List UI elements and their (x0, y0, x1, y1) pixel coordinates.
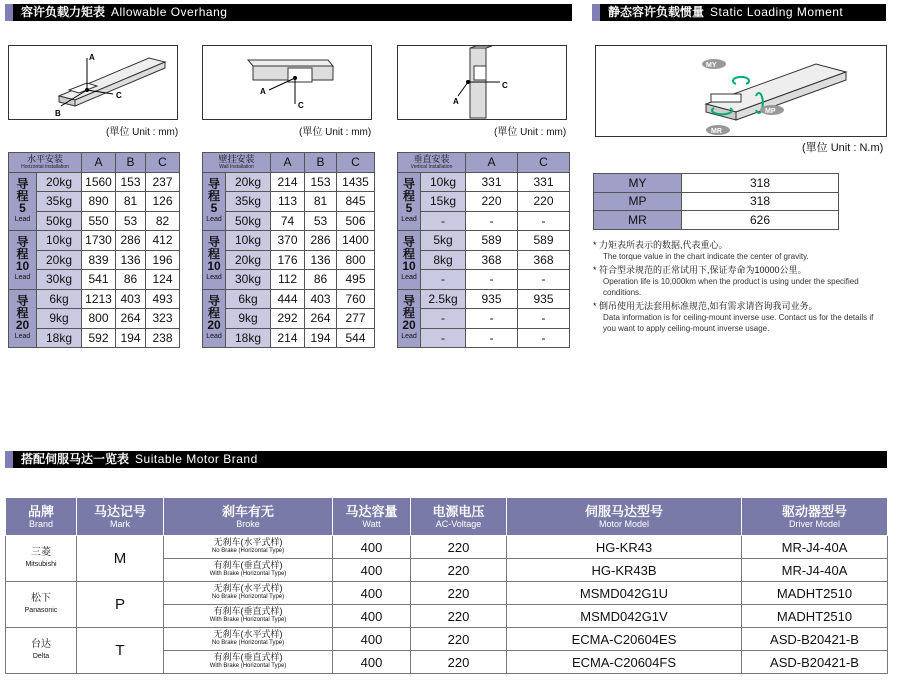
value-cell: 136 (305, 250, 337, 270)
svg-text:C: C (116, 91, 122, 100)
header-en: AC-Voltage (435, 518, 482, 529)
value-cell: 1560 (82, 172, 116, 192)
value-cell: 1400 (337, 231, 375, 251)
table-row (9, 231, 180, 251)
load-cell: - (421, 211, 466, 231)
value-cell: 113 (271, 192, 305, 212)
table-row (203, 328, 375, 348)
value-cell: 370 (271, 231, 305, 251)
value-cell: 935 (518, 289, 570, 309)
value-cell: 86 (116, 270, 146, 290)
table-row (203, 270, 375, 290)
lead-number: 20 (207, 317, 221, 332)
value-cell: 589 (466, 231, 518, 251)
column-header (164, 498, 333, 536)
moment-row (594, 192, 839, 211)
model-cell: ECMA-C20604FS (507, 651, 742, 674)
note-zh (593, 301, 883, 312)
header-en: Brand (28, 518, 54, 529)
value-cell: 53 (305, 211, 337, 231)
brake-zh: 有刹车(垂直式样) (213, 606, 283, 616)
moment-row (594, 211, 839, 230)
moment-diagram (595, 45, 887, 137)
value-cell: 323 (146, 309, 180, 329)
lead-group-label (9, 231, 37, 290)
load-cell: 8kg (421, 250, 466, 270)
brake-zh: 无刹车(水平式样) (213, 629, 283, 639)
note-zh-text: 倒吊使用无法套用标准规范,如有需求请咨询我司业务。 (599, 301, 818, 311)
load-cell: 20kg (226, 250, 271, 270)
load-cell: 10kg (421, 172, 466, 192)
asterisk-icon: * (593, 265, 600, 275)
value-cell: - (466, 211, 518, 231)
model-cell: HG-KR43 (507, 536, 742, 559)
brake-cell (164, 605, 333, 628)
lead-zh: 导 程 (402, 235, 415, 262)
value-cell: 935 (466, 289, 518, 309)
lead-zh: 导 程 (207, 235, 220, 262)
lead-zh: 导 程 (16, 176, 29, 203)
moment-table (593, 173, 839, 230)
w-cell: 400 (333, 628, 411, 651)
table-row (398, 270, 570, 290)
brand-cell (6, 536, 77, 582)
brake-cell (164, 651, 333, 674)
table-row (6, 536, 888, 559)
value-cell: 194 (116, 328, 146, 348)
moment-key: MY (594, 174, 682, 193)
table-row (203, 289, 375, 309)
moment-row (594, 174, 839, 193)
value-cell: 368 (466, 250, 518, 270)
value-cell: 237 (146, 172, 180, 192)
header-zh: 驱动器型号 (781, 503, 847, 519)
value-cell: 800 (337, 250, 375, 270)
table-row (398, 328, 570, 348)
horizontal-rail-image (9, 46, 177, 119)
moment-value: 318 (682, 192, 839, 211)
wall-table: 壁挂安装 Wall Installation A B C 导 程 5 Lead 20kg 214 153 1435 35kg 113 81 845 50kg 74 53 506 导 程 10 Lead 10kg 370 286 1400 20kg 176 136 800 30kg 112 86 495 导 程 20 Lead 6kg 444 403 760 9kg 292 264 277 18kg 214 194 544 (202, 152, 375, 348)
lead-zh: 导 程 (16, 293, 29, 320)
brake-zh: 有刹车(垂直式样) (213, 652, 283, 662)
mark-cell: M (77, 536, 164, 582)
load-cell: 50kg (37, 211, 82, 231)
unit-label: (單位 Unit : mm) (106, 127, 179, 138)
driver-cell: MR-J4-40A (742, 559, 888, 582)
note-en: Data information is for ceiling-mount inverse use. Contact us for the details if you want to apply ceiling-mount inverse usage. (603, 313, 874, 333)
lead-number: 10 (207, 259, 221, 274)
brand-zh: 松下 (31, 592, 51, 604)
brand-zh: 三菱 (31, 546, 51, 558)
value-cell: 112 (271, 270, 305, 290)
note-zh (593, 240, 883, 251)
brake-cell (164, 582, 333, 605)
load-cell: 35kg (37, 192, 82, 212)
brake-en: With Brake (Horizontal Type) (209, 617, 287, 623)
header-zh: 电源电压 (432, 503, 485, 519)
header-en: Broke (236, 518, 260, 529)
table-row (398, 289, 570, 309)
w-cell: 400 (333, 651, 411, 674)
svg-text:A: A (89, 53, 95, 62)
table-row (203, 250, 375, 270)
table-row (398, 172, 570, 192)
load-cell: 15kg (421, 192, 466, 212)
value-cell: 220 (518, 192, 570, 212)
value-cell: 495 (337, 270, 375, 290)
load-cell: 50kg (226, 211, 271, 231)
lead-zh: 导 程 (402, 176, 415, 203)
table-row (6, 628, 888, 651)
value-cell: - (466, 328, 518, 348)
value-cell: 176 (271, 250, 305, 270)
notes (593, 240, 883, 337)
table-row (203, 211, 375, 231)
value-cell: 1213 (82, 289, 116, 309)
value-cell: 368 (518, 250, 570, 270)
svg-text:MR: MR (711, 128, 722, 135)
value-cell: 153 (116, 172, 146, 192)
lead-en: Lead (206, 215, 222, 223)
w-cell: 400 (333, 559, 411, 582)
value-cell: 220 (466, 192, 518, 212)
lead-group-label (203, 172, 226, 231)
vertical-diagram (397, 45, 567, 120)
lead-group-label (398, 172, 421, 231)
value-cell: 286 (116, 231, 146, 251)
mark-cell: P (77, 582, 164, 628)
value-cell: 136 (116, 250, 146, 270)
brand-en: Delta (32, 652, 50, 660)
load-cell: 20kg (37, 172, 82, 192)
value-cell: 760 (337, 289, 375, 309)
value-cell: 544 (337, 328, 375, 348)
brake-en: No Brake (Horizontal Type) (211, 548, 285, 554)
unit-label: (單位 Unit : mm) (494, 127, 567, 138)
lead-en: Lead (14, 215, 31, 223)
header-zh: 刹车有无 (221, 503, 274, 519)
brand-en: Panasonic (24, 606, 58, 614)
lead-group-label (9, 289, 37, 348)
brake-cell (164, 559, 333, 582)
w-cell: 400 (333, 605, 411, 628)
load-cell: 2.5kg (421, 289, 466, 309)
driver-cell: MADHT2510 (742, 582, 888, 605)
value-cell: 506 (337, 211, 375, 231)
column-header (742, 498, 888, 536)
note-zh-text: 力矩表所表示的数据,代表重心。 (599, 240, 728, 250)
table-row (398, 192, 570, 212)
note-zh-text: 符合型录规范的正常试用下,保证寿命为10000公里。 (599, 265, 807, 275)
header-en: Mark (110, 518, 130, 529)
lead-group-label (398, 231, 421, 290)
value-cell: 196 (146, 250, 180, 270)
brake-zh: 有刹车(垂直式样) (213, 560, 283, 570)
note-item (593, 265, 883, 298)
header-zh: 马达容量 (345, 503, 398, 519)
load-cell: 10kg (226, 231, 271, 251)
lead-zh: 导 程 (402, 293, 415, 320)
value-cell: 1435 (337, 172, 375, 192)
value-cell: - (466, 309, 518, 329)
lead-group-label (203, 289, 226, 348)
value-cell: 81 (116, 192, 146, 212)
lead-zh: 导 程 (16, 235, 29, 262)
horizontal-table: 水平安装 Horizontal Installation A B C 导 程 5 Lead 20kg 1560 153 237 35kg 890 81 126 50kg 550 53 82 导 程 10 Lead 10kg 1730 286 412 20kg 839 136 196 30kg 541 86 124 导 程 20 Lead 6kg 1213 403 493 9kg 800 264 323 18kg 592 194 238 (8, 152, 180, 348)
table-row (203, 309, 375, 329)
svg-text:MY: MY (706, 62, 717, 69)
lead-en: Lead (14, 274, 31, 282)
moment-rail-image (596, 46, 886, 136)
load-cell: 6kg (37, 289, 82, 309)
lead-en: Lead (206, 332, 222, 340)
value-cell: 845 (337, 192, 375, 212)
lead-group-label (398, 289, 421, 348)
asterisk-icon: * (593, 301, 600, 311)
note-zh (593, 265, 883, 276)
value-cell: 292 (271, 309, 305, 329)
value-cell: 493 (146, 289, 180, 309)
lead-number: 5 (210, 200, 218, 215)
table-row (6, 582, 888, 605)
horizontal-diagram (8, 45, 178, 120)
value-cell: 800 (82, 309, 116, 329)
svg-text:A: A (453, 97, 459, 106)
value-cell: 214 (271, 172, 305, 192)
value-cell: 286 (305, 231, 337, 251)
value-cell: 126 (146, 192, 180, 212)
load-cell: 18kg (37, 328, 82, 348)
model-cell: HG-KR43B (507, 559, 742, 582)
lead-en: Lead (401, 215, 417, 223)
v-cell: 220 (411, 628, 507, 651)
table-row (398, 250, 570, 270)
v-cell: 220 (411, 605, 507, 628)
header-en: Driver Model (788, 518, 840, 529)
moment-value: 626 (682, 211, 839, 230)
note-en: Operation life is 10,000km when the product is using under the specified conditions. (603, 277, 859, 297)
unit-label: (單位 Unit : mm) (299, 127, 372, 138)
svg-text:C: C (298, 101, 304, 110)
table-row (398, 211, 570, 231)
svg-text:B: B (55, 109, 61, 118)
value-cell: 53 (116, 211, 146, 231)
model-cell: MSMD042G1U (507, 582, 742, 605)
model-cell: ECMA-C20604ES (507, 628, 742, 651)
value-cell: 890 (82, 192, 116, 212)
lead-en: Lead (401, 332, 417, 340)
brake-cell (164, 628, 333, 651)
svg-text:A: A (260, 87, 266, 96)
table-row (398, 309, 570, 329)
load-cell: 20kg (37, 250, 82, 270)
value-cell: 153 (305, 172, 337, 192)
driver-cell: ASD-B20421-B (742, 651, 888, 674)
model-cell: MSMD042G1V (507, 605, 742, 628)
load-cell: 18kg (226, 328, 271, 348)
lead-zh: 导 程 (207, 293, 220, 320)
value-cell: 403 (116, 289, 146, 309)
w-cell: 400 (333, 582, 411, 605)
lead-number: 10 (15, 259, 30, 274)
note-en: The torque value in the chart indicate the center of gravity. (603, 252, 809, 261)
driver-cell: MR-J4-40A (742, 536, 888, 559)
note-item (593, 301, 883, 334)
brand-cell (6, 628, 77, 674)
value-cell: 86 (305, 270, 337, 290)
driver-cell: MADHT2510 (742, 605, 888, 628)
load-cell: - (421, 328, 466, 348)
value-cell: 124 (146, 270, 180, 290)
load-cell: 9kg (37, 309, 82, 329)
value-cell: 277 (337, 309, 375, 329)
value-cell: - (466, 270, 518, 290)
table-row (9, 172, 180, 192)
value-cell: 74 (271, 211, 305, 231)
header-zh: 品牌 (27, 503, 54, 519)
value-cell: 194 (305, 328, 337, 348)
brand-zh: 台达 (31, 638, 51, 650)
brake-cell (164, 536, 333, 559)
load-cell: 9kg (226, 309, 271, 329)
lead-en: Lead (206, 274, 222, 282)
value-cell: 331 (466, 172, 518, 192)
wall-rail-image (203, 46, 371, 119)
v-cell: 220 (411, 651, 507, 674)
table-row (9, 289, 180, 309)
header-zh: 马达记号 (93, 503, 146, 519)
vertical-rail-image (398, 46, 566, 119)
asterisk-icon: * (593, 240, 600, 250)
value-cell: 264 (305, 309, 337, 329)
load-cell: 30kg (37, 270, 82, 290)
moment-key: MP (594, 192, 682, 211)
header-zh: 伺服马达型号 (584, 503, 663, 519)
lead-number: 5 (405, 200, 413, 215)
value-cell: - (518, 211, 570, 231)
load-cell: 35kg (226, 192, 271, 212)
motor-header: 搭配伺服马达一览表 Suitable Motor Brand (5, 451, 887, 468)
brake-en: With Brake (Horizontal Type) (209, 663, 287, 669)
column-header (77, 498, 164, 536)
lead-number: 10 (402, 259, 416, 274)
value-cell: 592 (82, 328, 116, 348)
value-cell: 839 (82, 250, 116, 270)
value-cell: 589 (518, 231, 570, 251)
brake-zh: 无刹车(水平式样) (213, 537, 283, 547)
value-cell: 412 (146, 231, 180, 251)
load-cell: 6kg (226, 289, 271, 309)
value-cell: 444 (271, 289, 305, 309)
v-cell: 220 (411, 559, 507, 582)
load-cell: - (421, 309, 466, 329)
overhang-header: 容许负载力矩表 Allowable Overhang (5, 4, 572, 21)
v-cell: 220 (411, 582, 507, 605)
moment-key: MR (594, 211, 682, 230)
brake-en: No Brake (Horizontal Type) (211, 640, 285, 646)
table-row (398, 231, 570, 251)
lead-group-label (203, 231, 226, 290)
static-unit-label: (單位 Unit : N.m) (802, 142, 884, 154)
brand-cell (6, 582, 77, 628)
table-row (203, 172, 375, 192)
moment-value: 318 (682, 174, 839, 193)
value-cell: - (518, 328, 570, 348)
value-cell: 238 (146, 328, 180, 348)
lead-en: Lead (14, 332, 31, 340)
column-header (6, 498, 77, 536)
header-en: Motor Model (598, 518, 650, 529)
column-header (411, 498, 507, 536)
brake-zh: 无刹车(水平式样) (213, 583, 283, 593)
table-row (203, 192, 375, 212)
load-cell: - (421, 270, 466, 290)
note-item (593, 240, 883, 262)
v-cell: 220 (411, 536, 507, 559)
load-cell: 20kg (226, 172, 271, 192)
vertical-table: 垂直安装 Vertical Installation A C 导 程 5 Lead 10kg 331 331 15kg 220 220 - - - 导 程 10 Lead 5kg 589 589 8kg 368 368 - - - 导 程 20 Lead 2.5kg 935 935 - - - - - - (397, 152, 570, 348)
lead-group-label (9, 172, 37, 231)
value-cell: 81 (305, 192, 337, 212)
brake-en: With Brake (Horizontal Type) (209, 571, 287, 577)
brand-en: Mitsubishi (25, 560, 57, 568)
value-cell: - (518, 270, 570, 290)
mark-cell: T (77, 628, 164, 674)
value-cell: 1730 (82, 231, 116, 251)
motor-table (5, 497, 888, 674)
column-header (507, 498, 742, 536)
brake-en: No Brake (Horizontal Type) (211, 594, 285, 600)
svg-text:MP: MP (765, 108, 776, 115)
value-cell: - (518, 309, 570, 329)
value-cell: 214 (271, 328, 305, 348)
driver-cell: ASD-B20421-B (742, 628, 888, 651)
value-cell: 264 (116, 309, 146, 329)
w-cell: 400 (333, 536, 411, 559)
lead-number: 20 (15, 317, 30, 332)
lead-en: Lead (401, 274, 417, 282)
svg-text:C: C (502, 81, 508, 90)
load-cell: 30kg (226, 270, 271, 290)
value-cell: 550 (82, 211, 116, 231)
load-cell: 5kg (421, 231, 466, 251)
value-cell: 331 (518, 172, 570, 192)
lead-zh: 导 程 (207, 176, 220, 203)
value-cell: 403 (305, 289, 337, 309)
static-header: 静态容许负载惯量 Static Loading Moment (592, 4, 886, 21)
lead-number: 5 (19, 200, 26, 215)
load-cell: 10kg (37, 231, 82, 251)
wall-diagram (202, 45, 372, 120)
column-header (333, 498, 411, 536)
value-cell: 82 (146, 211, 180, 231)
value-cell: 541 (82, 270, 116, 290)
header-en: Watt (362, 518, 381, 529)
lead-number: 20 (402, 317, 416, 332)
table-row (203, 231, 375, 251)
